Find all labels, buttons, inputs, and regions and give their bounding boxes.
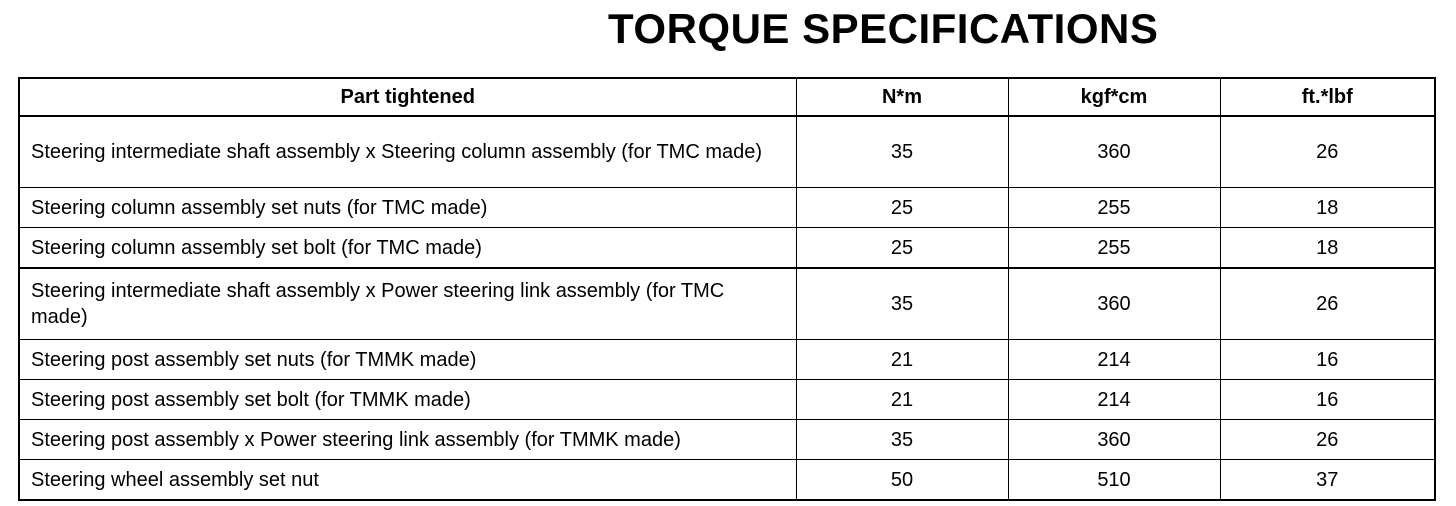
table-row — [19, 420, 1435, 460]
ft-lbf-cell: 18 — [1220, 228, 1435, 269]
ft-lbf-cell: 16 — [1220, 340, 1435, 380]
ft-lbf-cell: 26 — [1220, 268, 1435, 340]
ft-lbf-cell: 16 — [1220, 380, 1435, 420]
table-header — [19, 78, 1435, 116]
part-cell: Steering column assembly set nuts (for TMC made) — [19, 188, 796, 228]
header-part-tightened: Part tightened — [19, 78, 796, 116]
table-row — [19, 228, 1435, 269]
nm-cell: 25 — [796, 188, 1008, 228]
kgf-cm-cell: 214 — [1008, 380, 1220, 420]
kgf-cm-cell: 510 — [1008, 460, 1220, 501]
part-cell: Steering wheel assembly set nut — [19, 460, 796, 501]
header-ft-lbf: ft.*lbf — [1220, 78, 1435, 116]
kgf-cm-cell: 360 — [1008, 268, 1220, 340]
nm-cell: 35 — [796, 420, 1008, 460]
table-row — [19, 460, 1435, 501]
nm-cell: 35 — [796, 116, 1008, 188]
kgf-cm-cell: 255 — [1008, 188, 1220, 228]
part-cell: Steering intermediate shaft assembly x Power steering link assembly (for TMC made) — [19, 268, 796, 340]
nm-cell: 50 — [796, 460, 1008, 501]
part-cell: Steering post assembly set nuts (for TMMK made) — [19, 340, 796, 380]
header-kgf-cm: kgf*cm — [1008, 78, 1220, 116]
nm-cell: 21 — [796, 380, 1008, 420]
kgf-cm-cell: 360 — [1008, 116, 1220, 188]
table-row — [19, 340, 1435, 380]
torque-spec-table — [18, 77, 1436, 501]
kgf-cm-cell: 360 — [1008, 420, 1220, 460]
table-body — [19, 116, 1435, 500]
table-row — [19, 380, 1435, 420]
ft-lbf-cell: 37 — [1220, 460, 1435, 501]
part-cell: Steering column assembly set bolt (for TMC made) — [19, 228, 796, 269]
header-row — [19, 78, 1435, 116]
part-cell: Steering post assembly set bolt (for TMMK made) — [19, 380, 796, 420]
nm-cell: 21 — [796, 340, 1008, 380]
nm-cell: 25 — [796, 228, 1008, 269]
kgf-cm-cell: 214 — [1008, 340, 1220, 380]
ft-lbf-cell: 26 — [1220, 116, 1435, 188]
page-title: TORQUE SPECIFICATIONS — [608, 5, 1159, 52]
ft-lbf-cell: 18 — [1220, 188, 1435, 228]
ft-lbf-cell: 26 — [1220, 420, 1435, 460]
header-nm: N*m — [796, 78, 1008, 116]
kgf-cm-cell: 255 — [1008, 228, 1220, 269]
table-row — [19, 188, 1435, 228]
part-cell: Steering intermediate shaft assembly x Steering column assembly (for TMC made) — [19, 116, 796, 188]
part-cell: Steering post assembly x Power steering link assembly (for TMMK made) — [19, 420, 796, 460]
nm-cell: 35 — [796, 268, 1008, 340]
table-row — [19, 116, 1435, 188]
table-row — [19, 268, 1435, 340]
